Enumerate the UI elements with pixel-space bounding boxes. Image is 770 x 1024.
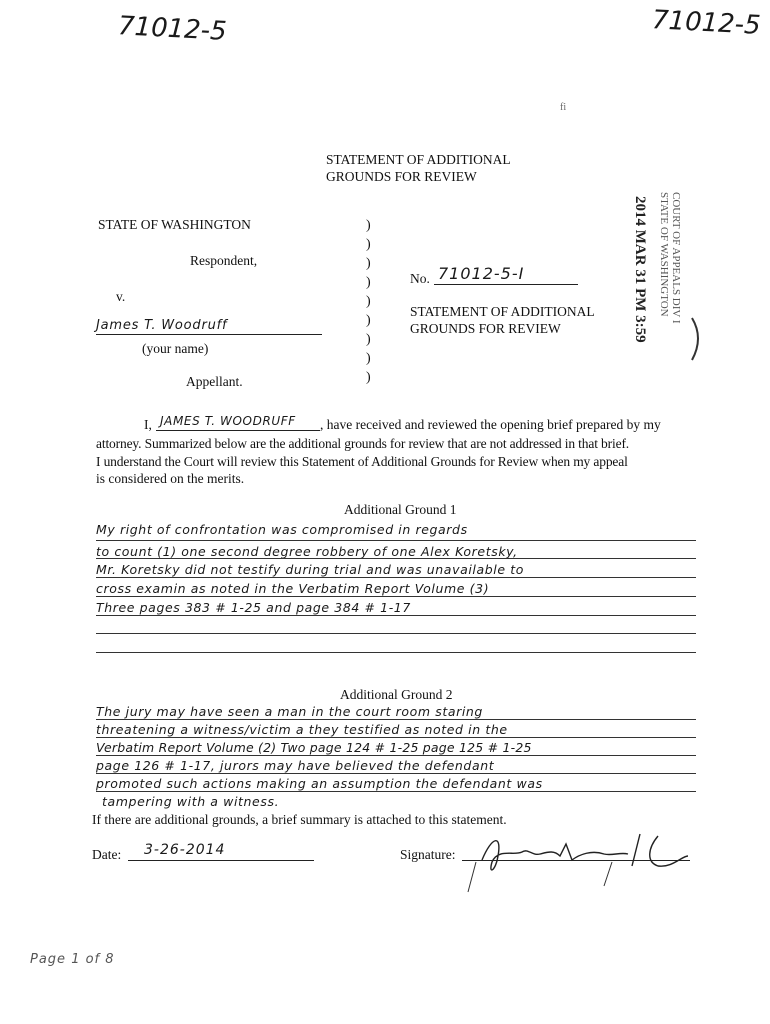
ground1-line-2: to count (1) one second degree robbery of one Alex Koretsky,: [96, 544, 518, 559]
intro-name-underline: [156, 430, 320, 431]
page-number-note: Page 1 of 8: [30, 952, 115, 967]
state-of-washington: STATE OF WASHINGTON: [98, 217, 251, 232]
appellant-name-handwritten: James T. Woodruff: [96, 318, 228, 333]
ground2-line-2: threatening a witness/victim a they testified as noted in the: [96, 722, 508, 737]
case-no-value: 71012-5-I: [438, 264, 525, 283]
ground2-line-3: Verbatim Report Volume (2) Two page 124 # 1-25 page 125 # 1-25: [96, 740, 532, 755]
stamp-date: 2014 MAR 31 PM 3:59: [632, 196, 648, 343]
case-number-top-right: 71012-5: [651, 5, 762, 41]
ground1-line-4: cross examin as noted in the Verbatim Report Volume (3): [96, 581, 490, 596]
intro-line4: is considered on the merits.: [96, 471, 245, 486]
date-value: 3-26-2014: [144, 842, 226, 858]
stamp-court-line1: COURT OF APPEALS DIV I: [670, 192, 682, 324]
summary-note: If there are additional grounds, a brief summary is attached to this statement.: [92, 812, 507, 827]
court-filing-stamp: [612, 188, 702, 368]
your-name-label: (your name): [142, 341, 209, 356]
handwritten-signature: [462, 826, 702, 896]
ground1-line-5: Three pages 383 # 1-25 and page 384 # 1-17: [96, 600, 411, 615]
ground1-title: Additional Ground 1: [344, 502, 457, 517]
intro-line3: I understand the Court will review this Statement of Additional Grounds for Review when my appeal: [96, 454, 628, 469]
ground1-line-3: Mr. Koretsky did not testify during trial and was unavailable to: [96, 562, 524, 577]
signature-label: Signature:: [400, 847, 456, 862]
header-title-line1: STATEMENT OF ADDITIONAL: [326, 152, 511, 167]
ground2-line-4: page 126 # 1-17, jurors may have believed the defendant: [96, 758, 495, 773]
caption-title-line2: GROUNDS FOR REVIEW: [410, 321, 561, 336]
case-no-label: No.: [410, 271, 430, 286]
case-number-top-left: 71012-5: [117, 11, 228, 47]
ground2-line-6: tampering with a witness.: [102, 794, 280, 809]
versus-label: v.: [116, 289, 126, 304]
respondent-label: Respondent,: [190, 253, 258, 268]
intro-name-handwritten: JAMES T. WOODRUFF: [160, 414, 296, 428]
appellant-label: Appellant.: [186, 374, 243, 389]
stamp-court-line2: STATE OF WASHINGTON: [658, 192, 670, 317]
intro-line1-rest: , have received and reviewed the opening brief prepared by my: [320, 417, 661, 432]
case-no-underline: [434, 284, 578, 285]
corner-mark: fi: [560, 102, 567, 113]
name-underline: [96, 334, 322, 335]
date-label: Date:: [92, 847, 122, 862]
header-title-line2: GROUNDS FOR REVIEW: [326, 169, 477, 184]
ground1-line-1: My right of confrontation was compromised in regards: [96, 522, 468, 537]
caption-title-line1: STATEMENT OF ADDITIONAL: [410, 304, 595, 319]
stamp-bracket-icon: [612, 188, 702, 368]
caption-parentheses: ) ) ) ) ) ) ) ) ): [366, 218, 371, 385]
ground2-line-1: The jury may have seen a man in the court room staring: [96, 704, 483, 719]
ground2-line-5: promoted such actions making an assumption the defendant was: [96, 776, 543, 791]
date-underline: [128, 860, 314, 861]
ground2-title: Additional Ground 2: [340, 687, 453, 702]
intro-prefix: I,: [144, 417, 152, 432]
intro-line2: attorney. Summarized below are the additional grounds for review that are not addressed in that brief.: [96, 436, 630, 451]
